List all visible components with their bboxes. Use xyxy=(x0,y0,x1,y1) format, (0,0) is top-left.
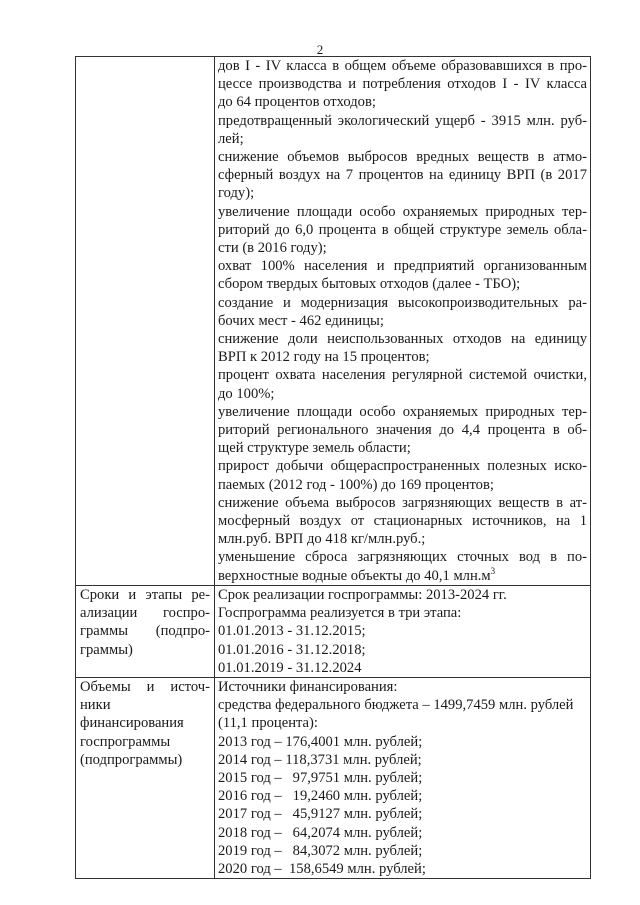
finance-year-line: 2016 год – 19,2460 млн. рублей; xyxy=(218,788,423,805)
result-text-line: процент охвата населения регулярной системой очистки, xyxy=(218,367,587,384)
result-text-line: уменьшение сброса загрязняющих сточных вод в по- xyxy=(218,549,587,566)
finance-label-line: Объемы и источ- xyxy=(80,678,210,695)
finance-intro xyxy=(218,678,587,733)
terms-label-line: граммы) xyxy=(80,641,133,658)
page-number: 2 xyxy=(316,42,324,57)
result-text-line: ВРП к 2012 году на 15 процентов; xyxy=(218,349,430,366)
finance-intro-line: средства федерального бюджета – 1499,7459 млн. рублей xyxy=(218,697,574,714)
terms-label-cell xyxy=(76,585,215,677)
result-text-line: дов I - IV класса в общем объеме образовавшихся в про- xyxy=(218,58,587,74)
result-item xyxy=(218,457,587,493)
result-text-line: мосферный воздух от стационарных источников, на 1 xyxy=(218,513,587,530)
finance-years-list xyxy=(218,733,587,879)
result-text-line: паемых (2012 год - 100%) до 169 процентов; xyxy=(218,476,494,493)
result-item xyxy=(218,112,587,148)
finance-year-line: 2017 год – 45,9127 млн. рублей; xyxy=(218,806,423,823)
result-text-line: цессе производства и потребления отходов I - IV класса xyxy=(218,76,587,93)
finance-year-line: 2020 год – 158,6549 млн. рублей; xyxy=(218,860,426,877)
result-item xyxy=(218,330,587,366)
result-item xyxy=(218,148,587,203)
finance-year-line: 2018 год – 64,2074 млн. рублей; xyxy=(218,824,423,841)
terms-label xyxy=(80,586,210,659)
result-text-line: увеличение площади особо охраняемых природных тер- xyxy=(218,403,587,420)
finance-label-line: ники xyxy=(80,697,111,714)
finance-year-line: 2013 год – 176,4001 млн. рублей; xyxy=(218,733,423,750)
terms-content-line: Срок реализации госпрограммы: 2013-2024 гг. xyxy=(218,586,507,603)
program-passport-table xyxy=(75,56,591,879)
terms-row xyxy=(76,585,591,677)
result-text-line: снижение объема выбросов загрязняющих веществ в ат- xyxy=(218,494,587,511)
result-text-line: снижение объемов выбросов вредных веществ в атмо- xyxy=(218,149,587,166)
finance-year-line: 2015 год – 97,9751 млн. рублей; xyxy=(218,769,423,786)
result-text-line: лей; xyxy=(218,130,244,147)
result-text-line: риторий регионального значения до 4,4 процента в об- xyxy=(218,422,587,439)
result-text-line: сферный воздух на 7 процентов на единицу ВРП (в 2017 xyxy=(218,167,587,184)
terms-content-line: 01.01.2013 - 31.12.2015; xyxy=(218,623,366,640)
result-item xyxy=(218,494,587,549)
result-text-line: до 100%; xyxy=(218,385,275,402)
finance-content-cell xyxy=(215,677,591,878)
finance-label-line: финансирования xyxy=(80,715,184,732)
expected-results-row xyxy=(76,57,591,586)
result-text-line: снижение доли неиспользованных отходов на единицу xyxy=(218,331,587,348)
result-item xyxy=(218,57,587,112)
result-text-line: сти (в 2016 году); xyxy=(218,240,327,257)
result-text-line: сбором твердых бытовых отходов (далее - ТБО); xyxy=(218,276,521,293)
expected-results-content-cell xyxy=(215,57,591,586)
result-text-line: бочих мест - 462 единицы; xyxy=(218,312,384,329)
finance-intro-line: Источники финансирования: xyxy=(218,678,398,695)
result-item xyxy=(218,203,587,258)
result-text-line: увеличение площади особо охраняемых природных тер- xyxy=(218,203,587,220)
terms-content-cell xyxy=(215,585,591,677)
result-text-line: верхностные водные объекты до 40,1 $млн.м^3$ xyxy=(218,565,496,584)
terms-content xyxy=(218,586,587,677)
result-text-line: охват 100% населения и предприятий организованным xyxy=(218,258,587,275)
finance-label-line: госпрограммы xyxy=(80,733,171,750)
result-text-line: прирост добычи общераспространенных полезных иско- xyxy=(218,458,587,475)
finance-year-line: 2019 год – 84,3072 млн. рублей; xyxy=(218,842,423,859)
result-text-line: щей структуре земель области; xyxy=(218,440,411,457)
result-text-line: до 64 процентов отходов; xyxy=(218,94,376,111)
result-text-line: млн.руб. ВРП до 418 кг/млн.руб.; xyxy=(218,531,426,548)
result-text-line: риторий до 6,0 процента в общей структуре земель обла- xyxy=(218,221,587,238)
result-item xyxy=(218,548,587,584)
finance-year-line: 2014 год – 118,3731 млн. рублей; xyxy=(218,751,422,768)
result-item xyxy=(218,403,587,458)
expected-results-list xyxy=(218,57,587,585)
superscript: 3 xyxy=(490,565,496,576)
terms-label-line: граммы (подпро- xyxy=(80,623,210,640)
finance-row xyxy=(76,677,591,878)
terms-content-line: Госпрограмма реализуется в три этапа: xyxy=(218,605,462,622)
finance-label-line: (подпрограммы) xyxy=(80,751,183,768)
finance-label xyxy=(80,678,210,769)
result-item xyxy=(218,366,587,402)
terms-content-line: 01.01.2016 - 31.12.2018; xyxy=(218,641,366,658)
finance-intro-line: (11,1 процента): xyxy=(218,715,318,732)
finance-label-cell xyxy=(76,677,215,878)
result-text-line: предотвращенный экологический ущерб - 3915 млн. руб- xyxy=(218,112,587,129)
terms-label-line: Сроки и этапы ре- xyxy=(80,586,210,603)
result-text-line: году); xyxy=(218,185,255,202)
result-item xyxy=(218,257,587,293)
terms-content-line: 01.01.2019 - 31.12.2024 xyxy=(218,659,362,676)
terms-label-line: ализации госпро- xyxy=(80,605,210,622)
expected-results-label-cell xyxy=(76,57,215,586)
result-text-line: создание и модернизация высокопроизводительных ра- xyxy=(218,294,587,311)
result-item xyxy=(218,294,587,330)
